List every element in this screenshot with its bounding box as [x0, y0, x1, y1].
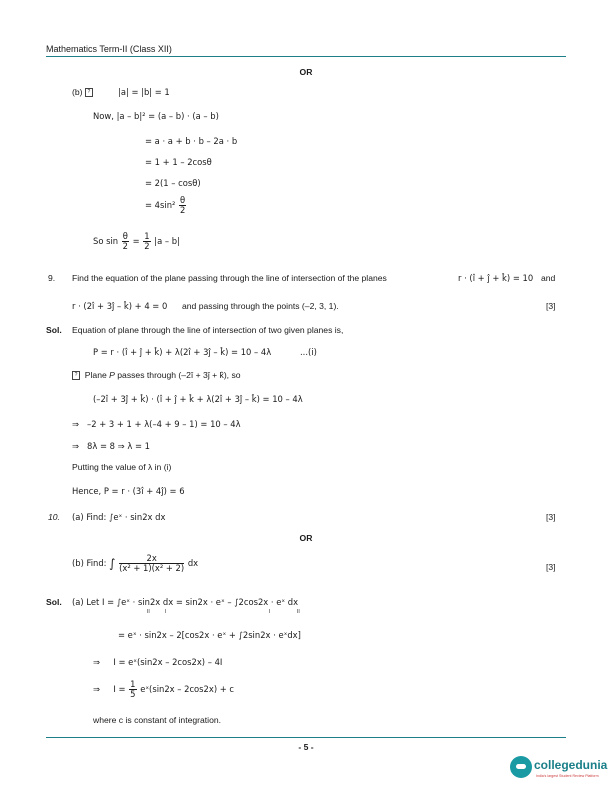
implies-icon: ⇒ [72, 419, 80, 429]
q8b-line1: Now, |a – b|² = (a – b) · (a – b) [93, 111, 219, 121]
sol9-plane-line: ? Plane P passes through (–2î + 3ĵ + k̂), so [72, 370, 241, 380]
or-divider-1: OR [299, 67, 313, 77]
q8b-line4: = 2(1 – cosθ) [145, 178, 201, 188]
q8b-line3: = 1 + 1 – 2cosθ [145, 157, 212, 167]
sol10-label: Sol. [46, 597, 62, 607]
sol9-intro: Equation of plane through the line of intersection of two given planes is, [72, 325, 344, 335]
collegedunia-logo [510, 752, 608, 786]
sol9-eq4-row: ⇒ 8λ = 8 ⇒ λ = 1 [72, 441, 150, 451]
implies-icon: ⇒ [93, 684, 101, 694]
q8b-label: (b) ? [72, 87, 93, 97]
sol10-line1: (a) Let I = ∫eˣ · sin2x dx = sin2x · eˣ – ∫2cos2x · eˣ dx [72, 597, 299, 607]
sol9-eq1: P = r · (î + ĵ + k̂) + λ(2î + 3ĵ – k̂) = 10 – 4λ [93, 347, 272, 357]
q9-line2-eq: r · (2î + 3ĵ – k̂) + 4 = 0 [72, 301, 168, 311]
page-header-title: Mathematics Term-II (Class XII) [46, 44, 172, 54]
q8b-line5: = 4sin² $\frac{\theta}{2}$ [145, 195, 186, 215]
sol9-putting: Putting the value of λ in (i) [72, 462, 172, 472]
q9-line2-text: and passing through the points (–2, 3, 1). [182, 301, 339, 311]
graduate-logo-icon [510, 756, 532, 778]
sin-theta-fraction: $\frac{\theta}{2}$ [122, 231, 129, 251]
implies-icon: ⇒ [93, 657, 101, 667]
roman-marker-1: II [147, 609, 150, 615]
therefore-icon: ? [85, 88, 93, 97]
sol9-hence: Hence, P = r · (3î + 4ĵ) = 6 [72, 486, 185, 496]
logo-tagline: India's largest Student Review Platform [536, 774, 599, 778]
header-rule [46, 56, 566, 57]
q9-line1-text: Find the equation of the plane passing through the line of intersection of the planes [72, 273, 387, 283]
sol10-where: where c is constant of integration. [93, 715, 222, 725]
q10-number: 10. [48, 512, 60, 522]
q8b-line2: = a · a + b · b – 2a · b [145, 136, 238, 146]
q10-part-a: (a) Find: ∫eˣ · sin2x dx [72, 512, 166, 522]
roman-marker-2: I [165, 609, 167, 615]
half-fraction: $\frac{1}{2}$ [144, 231, 150, 251]
q8b-given: |a| = |b| = 1 [118, 87, 170, 97]
integral-icon: ∫ [109, 556, 116, 571]
one-fifth-fraction: $\frac{1}{5}$ [130, 679, 136, 699]
q10-marks-a: [3] [546, 512, 556, 522]
q10-marks-b: [3] [546, 562, 556, 572]
page-number: - 5 - [298, 742, 314, 752]
q9-number: 9. [48, 273, 56, 283]
theta-over-2-fraction: $\frac{\theta}{2}$ [179, 195, 186, 215]
sol9-eq1-tag: ...(i) [300, 347, 317, 357]
sol10-line2: = eˣ · sin2x – 2[cos2x · eˣ + ∫2sin2x · eˣdx] [118, 630, 301, 640]
sol9-eq2: (–2î + 3ĵ + k̂) · (î + ĵ + k̂ + λ(2î + 3ĵ – k̂) = 10 – 4λ [93, 394, 303, 404]
sol9-label: Sol. [46, 325, 62, 335]
logo-name: collegedunia [534, 758, 608, 772]
sol10-line3-row: ⇒ I = eˣ(sin2x – 2cos2x) – 4I [93, 657, 223, 667]
implies-icon: ⇒ [72, 441, 80, 451]
q9-line1-and: and [541, 273, 556, 283]
or-divider-2: OR [299, 533, 313, 543]
footer-rule [46, 737, 566, 738]
sol9-eq3-row: ⇒ –2 + 3 + 1 + λ(–4 + 9 – 1) = 10 – 4λ [72, 419, 241, 429]
q9-marks: [3] [546, 301, 556, 311]
roman-marker-3: I [269, 609, 271, 615]
q9-line1-eq: r · (î + ĵ + k̂) = 10 [458, 273, 534, 283]
roman-marker-4: II [297, 609, 300, 615]
part-b-fraction: $\frac{2x}{\text{(x² + 1)(x² + 2)}}$ [119, 553, 185, 573]
therefore-icon: ? [72, 371, 80, 380]
sol10-line4-row: ⇒ I = $\frac{1}{5}$ eˣ(sin2x – 2cos2x) + c [93, 679, 235, 699]
q10-part-b: (b) Find: ∫ $\frac{2x}{\text{(x² + 1)(x² + 2)}}$ dx [72, 553, 199, 573]
q8b-conclusion: So sin $\frac{\theta}{2}$ = $\frac{1}{2}$ |a – b| [93, 231, 180, 251]
